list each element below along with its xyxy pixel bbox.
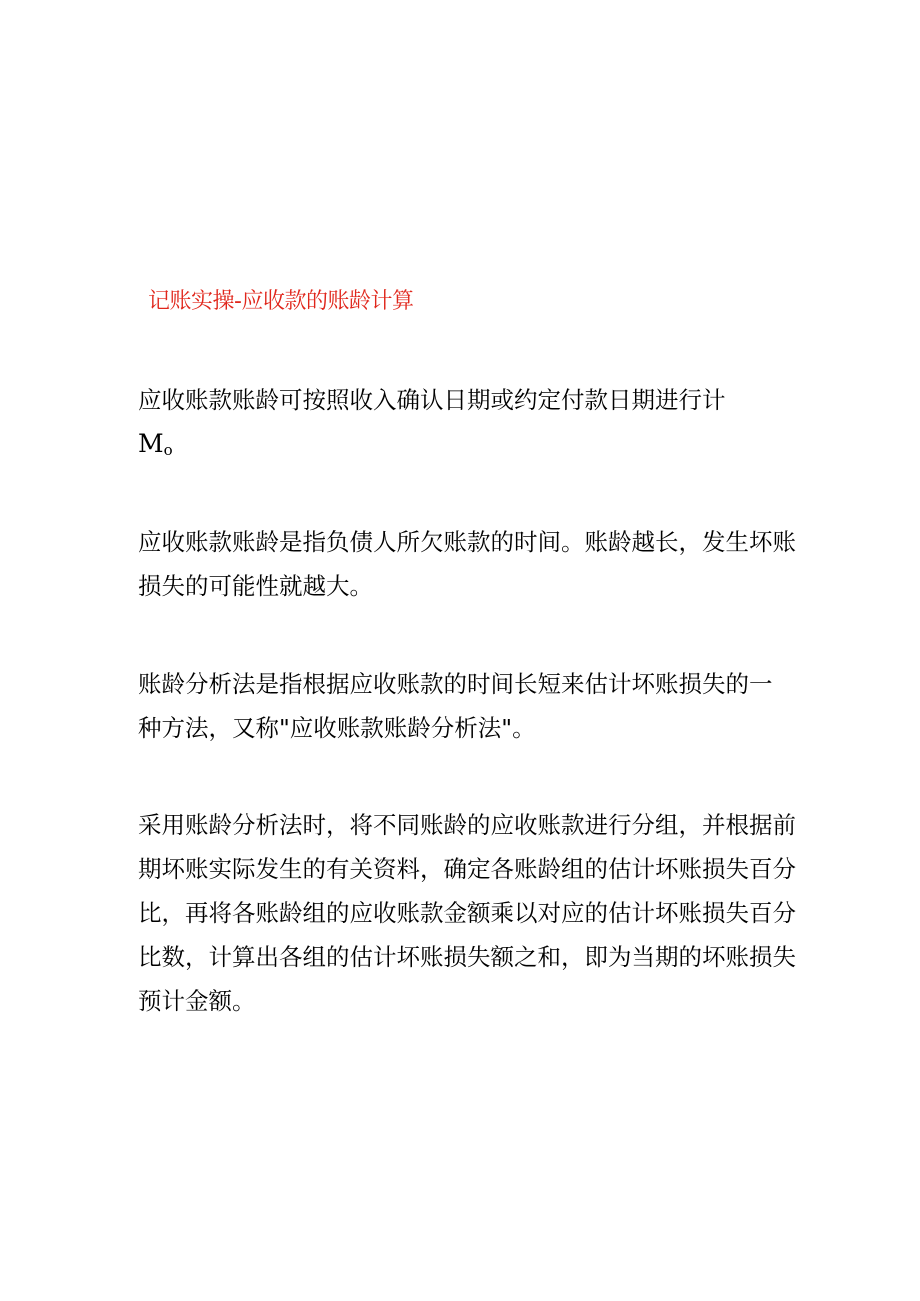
paragraph-line: 种方法，又称"应收账款账龄分析法"。 [138,714,536,742]
paragraph-aging-procedure [138,803,798,1023]
document-title: 记账实操-应收款的账龄计算 [148,289,414,314]
paragraph-line: 损失的可能性就越大。 [138,572,373,600]
paragraph-aging-definition [138,520,798,608]
paragraph-aging-method [138,662,798,750]
paragraph-line: 预计金额。 [138,987,256,1015]
paragraph-line: 采用账龄分析法时，将不同账龄的应收账款进行分组，并根据前 [138,811,796,839]
paragraph-line-tail [138,422,798,472]
paragraph-line: 应收账款账龄可按照收入确认日期或约定付款日期进行计 [138,386,726,414]
tail-subscript: o [163,441,173,459]
paragraph-line: 应收账款账龄是指负债人所欠账款的时间。账龄越长，发生坏账 [138,528,796,556]
paragraph-line: 账龄分析法是指根据应收账款的时间长短来估计坏账损失的一 [138,670,773,698]
paragraph-line: 比，再将各账龄组的应收账款金额乘以对应的估计坏账损失百分 [138,899,796,927]
paragraph-line: 期坏账实际发生的有关资料，确定各账龄组的估计坏账损失百分 [138,855,796,883]
tail-letter: M [138,429,164,458]
paragraph-line: 比数，计算出各组的估计坏账损失额之和，即为当期的坏账损失 [138,943,796,971]
paragraph-aging-basis [138,378,798,472]
